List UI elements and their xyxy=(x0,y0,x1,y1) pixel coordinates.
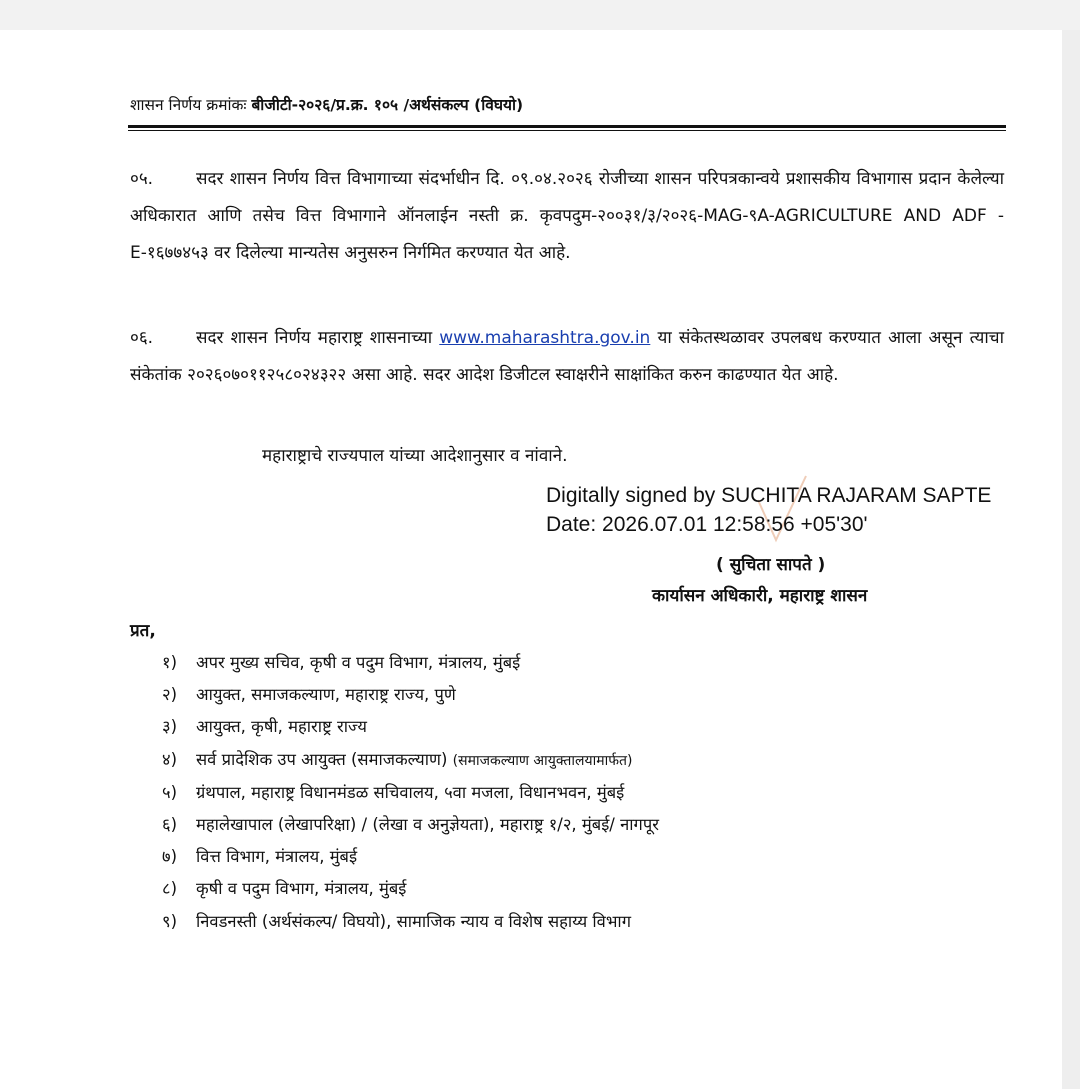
gr-number-value: बीजीटी-२०२६/प्र.क्र. १०५ /अर्थसंकल्प (विघयो) xyxy=(251,96,524,114)
paragraph-number: ०६. xyxy=(130,328,154,348)
signature-line-1: Digitally signed by SUCHITA RAJARAM SAPTE xyxy=(546,484,992,507)
signer-name: ( सुचिता सापते ) xyxy=(716,555,826,575)
signature-date: Date: 2026.07.01 12:58:56 +05'30' xyxy=(546,513,868,536)
header-rule-thick xyxy=(128,125,1006,128)
paragraph-06 xyxy=(130,320,1004,394)
header-rule-thin xyxy=(128,130,1006,131)
copy-to-heading: प्रत, xyxy=(130,621,156,641)
copy-to-list xyxy=(162,647,659,938)
gr-number-label: शासन निर्णय क्रमांकः xyxy=(130,96,252,114)
list-item: २) आयुक्त, समाजकल्याण, महाराष्ट्र राज्य, पुणे xyxy=(162,685,456,705)
signer-title: कार्यासन अधिकारी, महाराष्ट्र शासन xyxy=(652,586,868,606)
paragraph-text-after: या संकेतस्थळावर उपलबध करण्यात आला असून त्याचा संकेतांक २०२६०७०११२५८०२४३२२ असा आहे. सदर आदेश डिजीटल स्वाक्षरीने साक्षांकित करुन काढण्यात येत आहे. xyxy=(130,328,1005,385)
paragraph-05 xyxy=(130,161,1004,272)
list-item: ६) महालेखापाल (लेखापरिक्षा) / (लेखा व अनुज्ञेयता), महाराष्ट्र १/२, मुंबई/ नागपूर xyxy=(162,815,659,835)
gr-number-header xyxy=(130,92,1006,118)
closing-line: महाराष्ट्राचे राज्यपाल यांच्या आदेशानुसार व नांवाने. xyxy=(262,446,568,466)
list-item-note: (समाजकल्याण आयुक्तालयामार्फत) xyxy=(452,752,633,769)
digital-signature xyxy=(546,481,991,539)
list-item: ९) निवडनस्ती (अर्थसंकल्प/ विघयो), सामाजिक न्याय व विशेष सहाय्य विभाग xyxy=(162,911,631,931)
paragraph-number: ०५. xyxy=(130,169,154,189)
website-link[interactable]: www.maharashtra.gov.in xyxy=(439,328,651,348)
list-item: ७) वित्त विभाग, मंत्रालय, मुंबई xyxy=(162,847,358,867)
list-item: ४) सर्व प्रादेशिक उप आयुक्त (समाजकल्याण) (समाजकल्याण आयुक्तालयामार्फत) xyxy=(162,749,633,769)
list-item: ३) आयुक्त, कृषी, महाराष्ट्र राज्य xyxy=(162,717,367,737)
paragraph-text-before: सदर शासन निर्णय महाराष्ट्र शासनाच्या xyxy=(196,328,440,348)
paragraph-text: सदर शासन निर्णय वित्त विभागाच्या संदर्भाधीन दि. ०९.०४.२०२६ रोजीच्या शासन परिपत्रकान्वये प्रशासकीय विभागास प्रदान केलेल्या अधिकारात आणि तसेच वित्त विभागाने ऑनलाईन नस्ती क्र. कृवपदुम-२००३१/३/२०२६-MAG-९A-AGRICULTURE AND ADF -E-१६७७४५३ वर दिलेल्या मान्यतेस अनुसरुन निर्गमित करण्यात येत आहे. xyxy=(130,169,1004,263)
list-item: ८) कृषी व पदुम विभाग, मंत्रालय, मुंबई xyxy=(162,879,407,899)
page-edge xyxy=(1062,30,1080,1089)
list-item: १) अपर मुख्य सचिव, कृषी व पदुम विभाग, मंत्रालय, मुंबई xyxy=(162,653,521,672)
list-item: ५) ग्रंथपाल, महाराष्ट्र विधानमंडळ सचिवालय, ५वा मजला, विधानभवन, मुंबई xyxy=(162,782,625,802)
